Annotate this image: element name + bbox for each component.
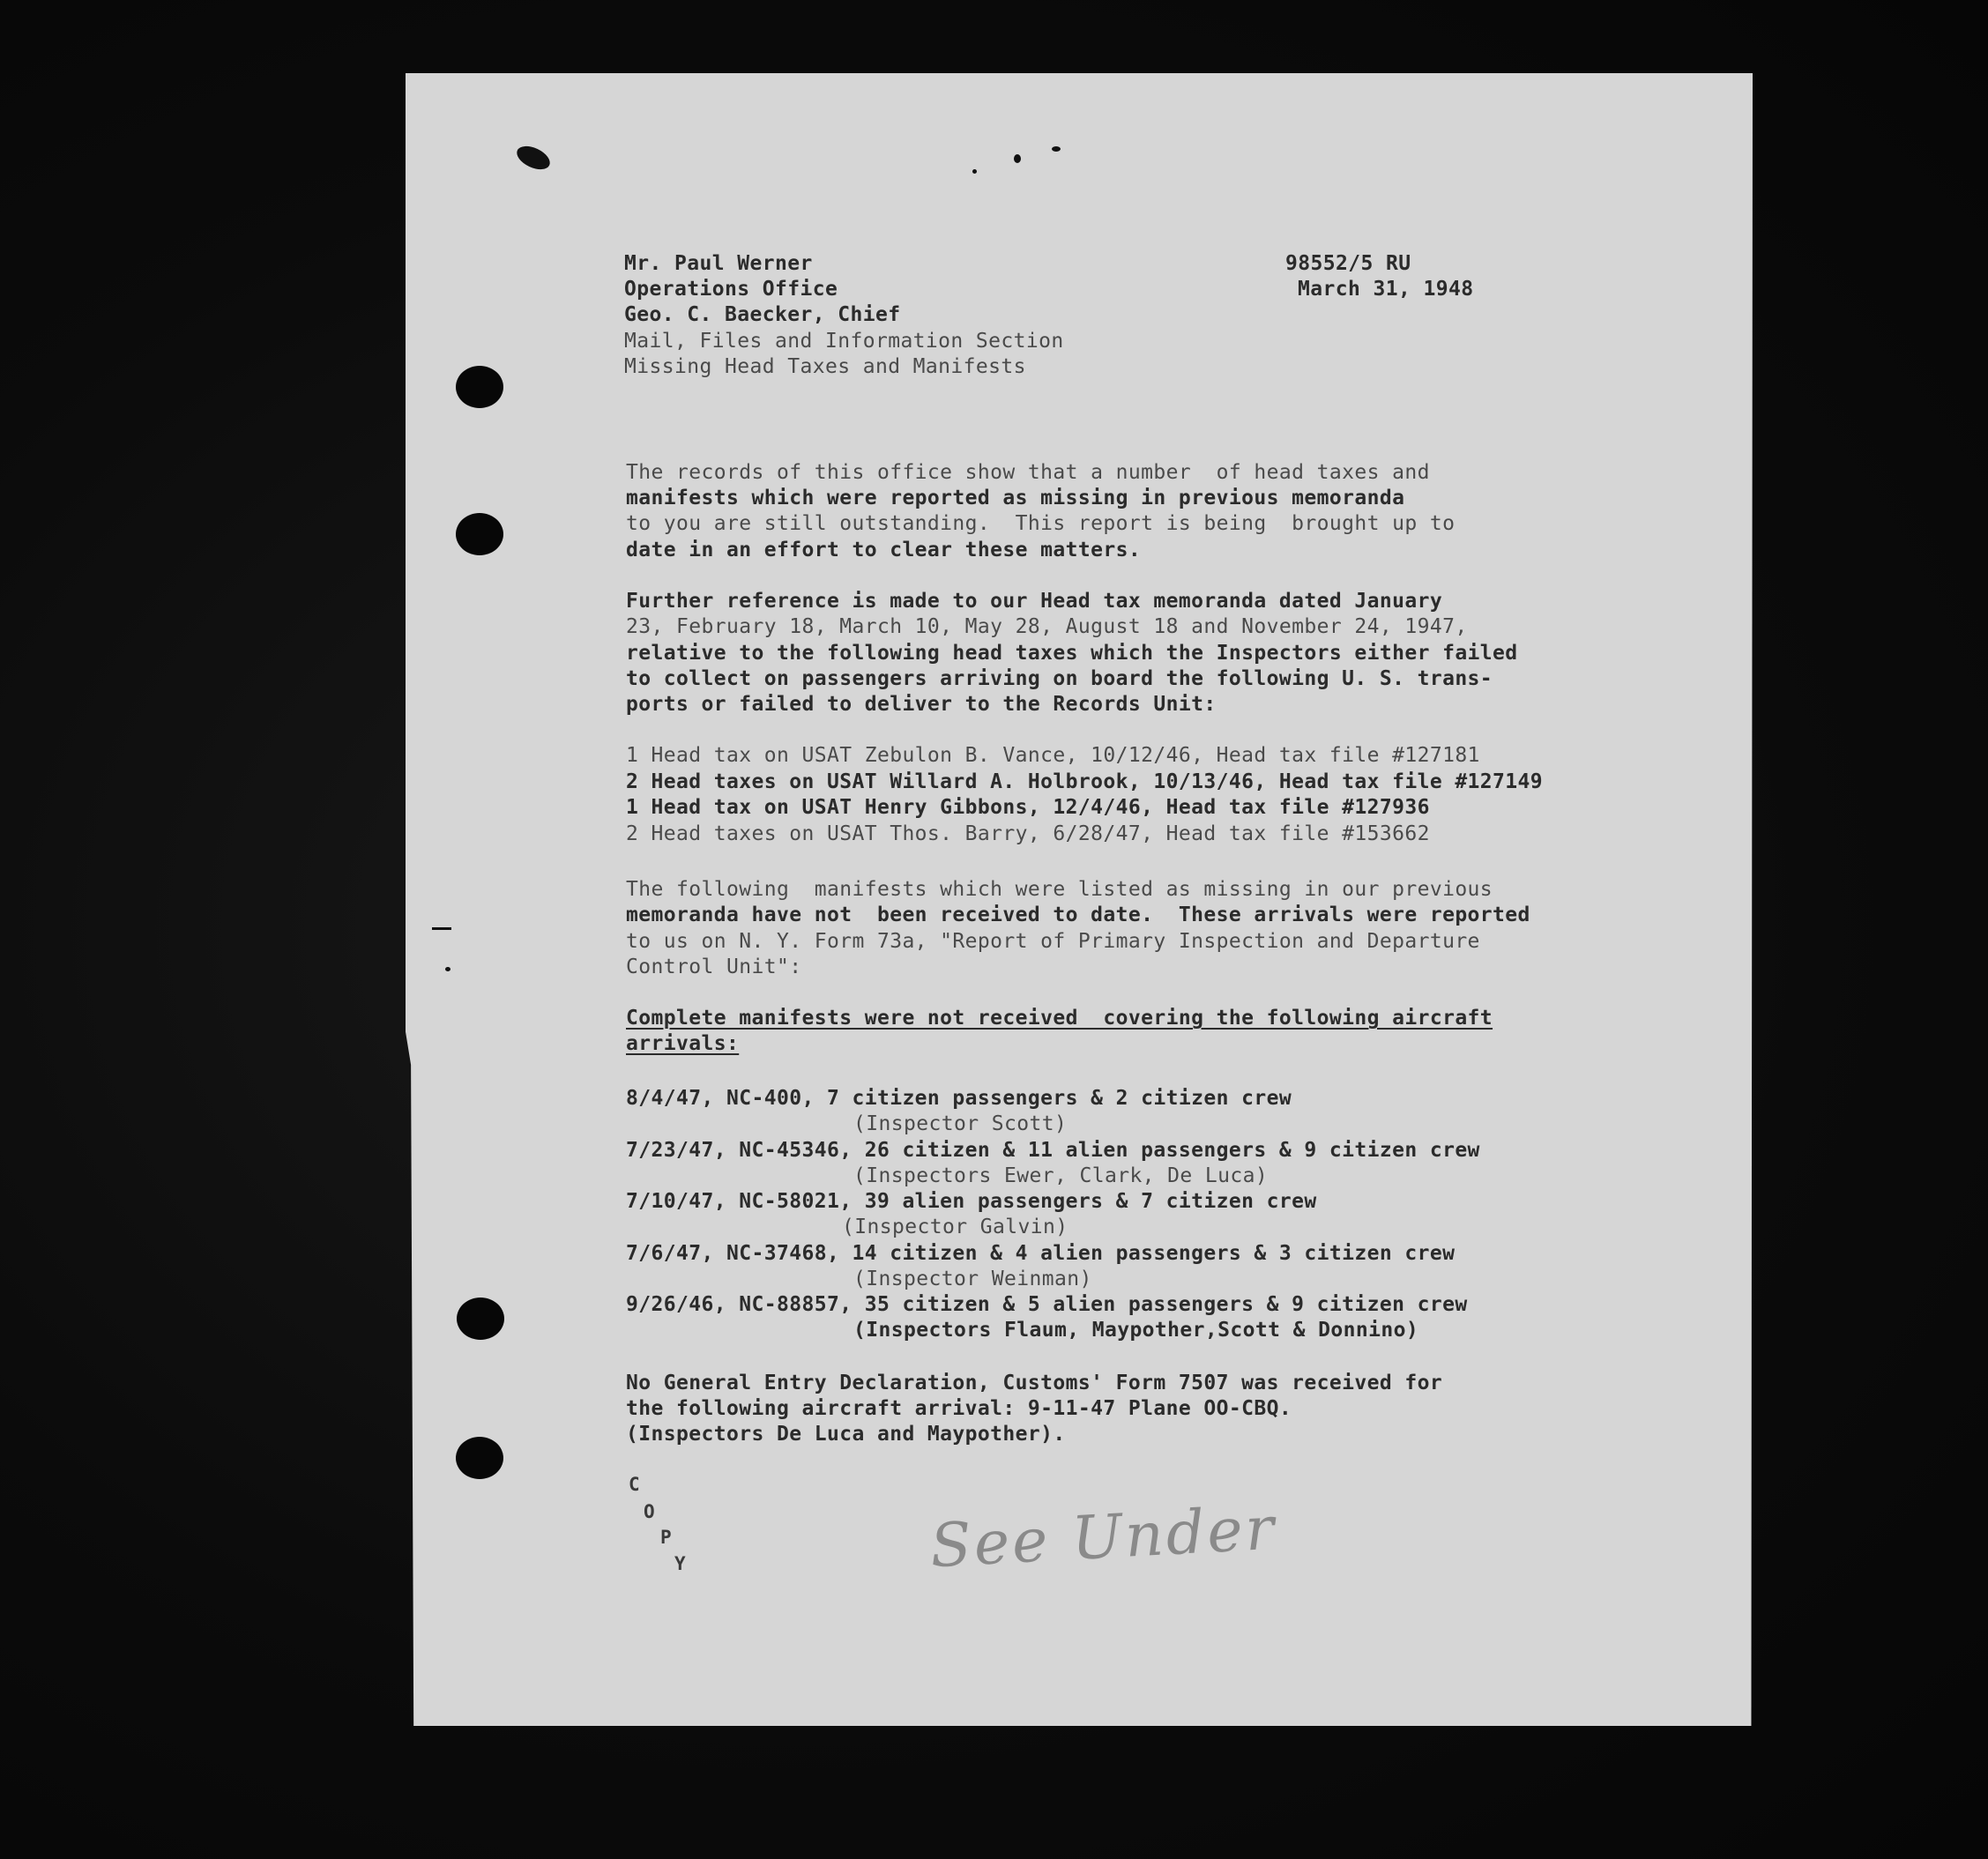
para1-line: manifests which were reported as missing in previous memoranda bbox=[626, 487, 1405, 509]
ink-speck bbox=[972, 169, 977, 174]
copy-letter: O bbox=[644, 1501, 655, 1522]
para2-line: 23, February 18, March 10, May 28, August 18 and November 24, 1947, bbox=[626, 615, 1468, 638]
punch-hole bbox=[456, 366, 503, 408]
edge-mark bbox=[432, 927, 451, 930]
para4-line: (Inspectors De Luca and Maypother). bbox=[626, 1423, 1066, 1446]
aircraft-entry: 7/23/47, NC-45346, 26 citizen & 11 alien passengers & 9 citizen crew bbox=[626, 1139, 1480, 1162]
file-number: 98552/5 RU bbox=[1285, 252, 1411, 275]
punch-hole bbox=[456, 1437, 503, 1479]
aircraft-inspectors: (Inspectors Flaum, Maypother,Scott & Donnino) bbox=[853, 1319, 1419, 1342]
para3-line: to us on N. Y. Form 73a, "Report of Primary Inspection and Departure bbox=[626, 930, 1480, 953]
para1-line: date in an effort to clear these matters. bbox=[626, 539, 1142, 561]
aircraft-heading: Complete manifests were not received covering the following aircraft bbox=[626, 1007, 1493, 1030]
head-tax-item: 2 Head taxes on USAT Willard A. Holbrook, 10/13/46, Head tax file #127149 bbox=[626, 770, 1544, 793]
para2-line: relative to the following head taxes which the Inspectors either failed bbox=[626, 642, 1518, 665]
aircraft-entry: 7/6/47, NC-37468, 14 citizen & 4 alien passengers & 3 citizen crew bbox=[626, 1242, 1456, 1265]
ink-speck bbox=[1014, 154, 1021, 163]
memo-subject: Missing Head Taxes and Manifests bbox=[624, 355, 1026, 378]
copy-letter: Y bbox=[674, 1553, 686, 1574]
aircraft-entry: 9/26/46, NC-88857, 35 citizen & 5 alien passengers & 9 citizen crew bbox=[626, 1293, 1468, 1316]
para3-line: Control Unit": bbox=[626, 956, 802, 978]
para3-line: The following manifests which were listed as missing in our previous bbox=[626, 878, 1493, 901]
para2-line: Further reference is made to our Head tax memoranda dated January bbox=[626, 590, 1443, 613]
handwritten-note: See Under bbox=[928, 1493, 1278, 1582]
para2-line: ports or failed to deliver to the Records Unit: bbox=[626, 693, 1217, 716]
para1-line: to you are still outstanding. This report is being brought up to bbox=[626, 512, 1456, 535]
copy-letter: C bbox=[629, 1474, 640, 1495]
punch-hole bbox=[456, 513, 503, 555]
recipient-office: Operations Office bbox=[624, 278, 838, 301]
punch-hole bbox=[457, 1298, 504, 1340]
copy-letter: P bbox=[660, 1527, 672, 1548]
para4-line: No General Entry Declaration, Customs' Form 7507 was received for bbox=[626, 1372, 1443, 1394]
aircraft-entry: 8/4/47, NC-400, 7 citizen passengers & 2 citizen crew bbox=[626, 1087, 1292, 1110]
para2-line: to collect on passengers arriving on board the following U. S. trans- bbox=[626, 667, 1493, 690]
aircraft-inspectors: (Inspector Scott) bbox=[853, 1112, 1068, 1135]
recipient-name: Mr. Paul Werner bbox=[624, 252, 813, 275]
ink-speck bbox=[1052, 146, 1061, 152]
para3-line: memoranda have not been received to date. These arrivals were reported bbox=[626, 903, 1530, 926]
sender-section: Mail, Files and Information Section bbox=[624, 330, 1064, 353]
memo-date: March 31, 1948 bbox=[1298, 278, 1474, 301]
ink-speck bbox=[445, 967, 450, 971]
aircraft-inspectors: (Inspectors Ewer, Clark, De Luca) bbox=[853, 1164, 1269, 1187]
head-tax-item: 2 Head taxes on USAT Thos. Barry, 6/28/47, Head tax file #153662 bbox=[626, 822, 1430, 845]
sender-name: Geo. C. Baecker, Chief bbox=[624, 303, 901, 326]
para4-line: the following aircraft arrival: 9-11-47 Plane OO-CBQ. bbox=[626, 1397, 1292, 1420]
head-tax-item: 1 Head tax on USAT Zebulon B. Vance, 10/12/46, Head tax file #127181 bbox=[626, 744, 1480, 767]
aircraft-inspectors: (Inspector Galvin) bbox=[842, 1216, 1068, 1238]
aircraft-inspectors: (Inspector Weinman) bbox=[853, 1268, 1092, 1290]
aircraft-heading: arrivals: bbox=[626, 1032, 740, 1055]
para1-line: The records of this office show that a number of head taxes and bbox=[626, 461, 1430, 484]
aircraft-entry: 7/10/47, NC-58021, 39 alien passengers & 7 citizen crew bbox=[626, 1190, 1317, 1213]
head-tax-item: 1 Head tax on USAT Henry Gibbons, 12/4/46, Head tax file #127936 bbox=[626, 796, 1430, 819]
